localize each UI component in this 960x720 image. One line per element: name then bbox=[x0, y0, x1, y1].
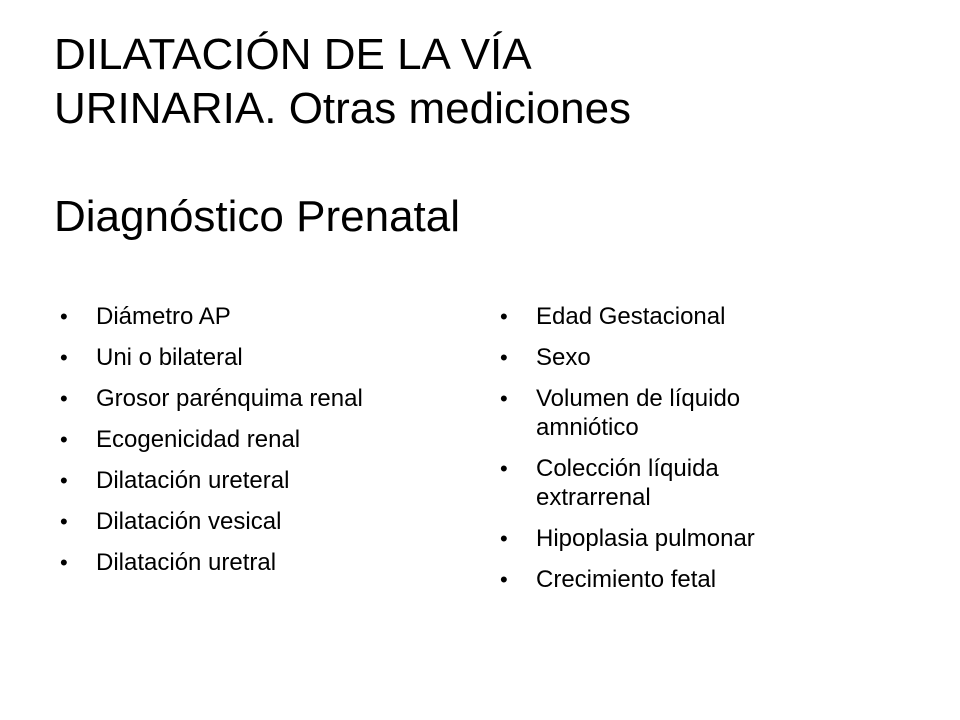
list-item-text: Hipoplasia pulmonar bbox=[536, 525, 755, 552]
slide-title bbox=[54, 28, 914, 244]
title-line-3: Diagnóstico Prenatal bbox=[54, 192, 461, 241]
right-bullet-list bbox=[500, 302, 900, 606]
title-spacer bbox=[54, 136, 914, 190]
bullet-icon: • bbox=[500, 456, 508, 481]
bullet-icon: • bbox=[60, 345, 68, 370]
list-item bbox=[60, 384, 460, 413]
list-item bbox=[60, 548, 460, 577]
list-item-text: Edad Gestacional bbox=[536, 303, 726, 330]
bullet-icon: • bbox=[60, 550, 68, 575]
list-item bbox=[60, 302, 460, 331]
left-bullet-list bbox=[60, 302, 460, 589]
list-item-text: Dilatación ureteral bbox=[96, 467, 290, 494]
list-item-text: Diámetro AP bbox=[96, 303, 231, 330]
list-item bbox=[500, 384, 900, 442]
bullet-icon: • bbox=[500, 345, 508, 370]
list-item-text: Grosor parénquima renal bbox=[96, 385, 363, 412]
list-item-text: Sexo bbox=[536, 344, 591, 371]
list-item bbox=[500, 454, 900, 512]
bullet-icon: • bbox=[60, 386, 68, 411]
bullet-icon: • bbox=[500, 304, 508, 329]
list-item bbox=[500, 343, 900, 372]
bullet-icon: • bbox=[60, 304, 68, 329]
list-item-text: Colección líquida extrarrenal bbox=[536, 455, 719, 511]
title-line-2: URINARIA. Otras mediciones bbox=[54, 84, 632, 133]
bullet-icon: • bbox=[60, 427, 68, 452]
bullet-icon: • bbox=[60, 468, 68, 493]
bullet-icon: • bbox=[60, 509, 68, 534]
bullet-icon: • bbox=[500, 386, 508, 411]
bullet-icon: • bbox=[500, 526, 508, 551]
list-item-text: Crecimiento fetal bbox=[536, 566, 717, 593]
list-item bbox=[500, 524, 900, 553]
list-item-text: Ecogenicidad renal bbox=[96, 426, 301, 453]
list-item bbox=[500, 565, 900, 594]
list-item bbox=[60, 425, 460, 454]
bullet-icon: • bbox=[500, 567, 508, 592]
list-item bbox=[60, 466, 460, 495]
list-item-text: Uni o bilateral bbox=[96, 344, 243, 371]
list-item bbox=[60, 507, 460, 536]
list-item bbox=[500, 302, 900, 331]
list-item-text: Dilatación vesical bbox=[96, 508, 282, 535]
list-item-text: Volumen de líquido amniótico bbox=[536, 385, 741, 441]
list-item-text: Dilatación uretral bbox=[96, 549, 277, 576]
list-item bbox=[60, 343, 460, 372]
title-line-1: DILATACIÓN DE LA VÍA bbox=[54, 30, 532, 79]
